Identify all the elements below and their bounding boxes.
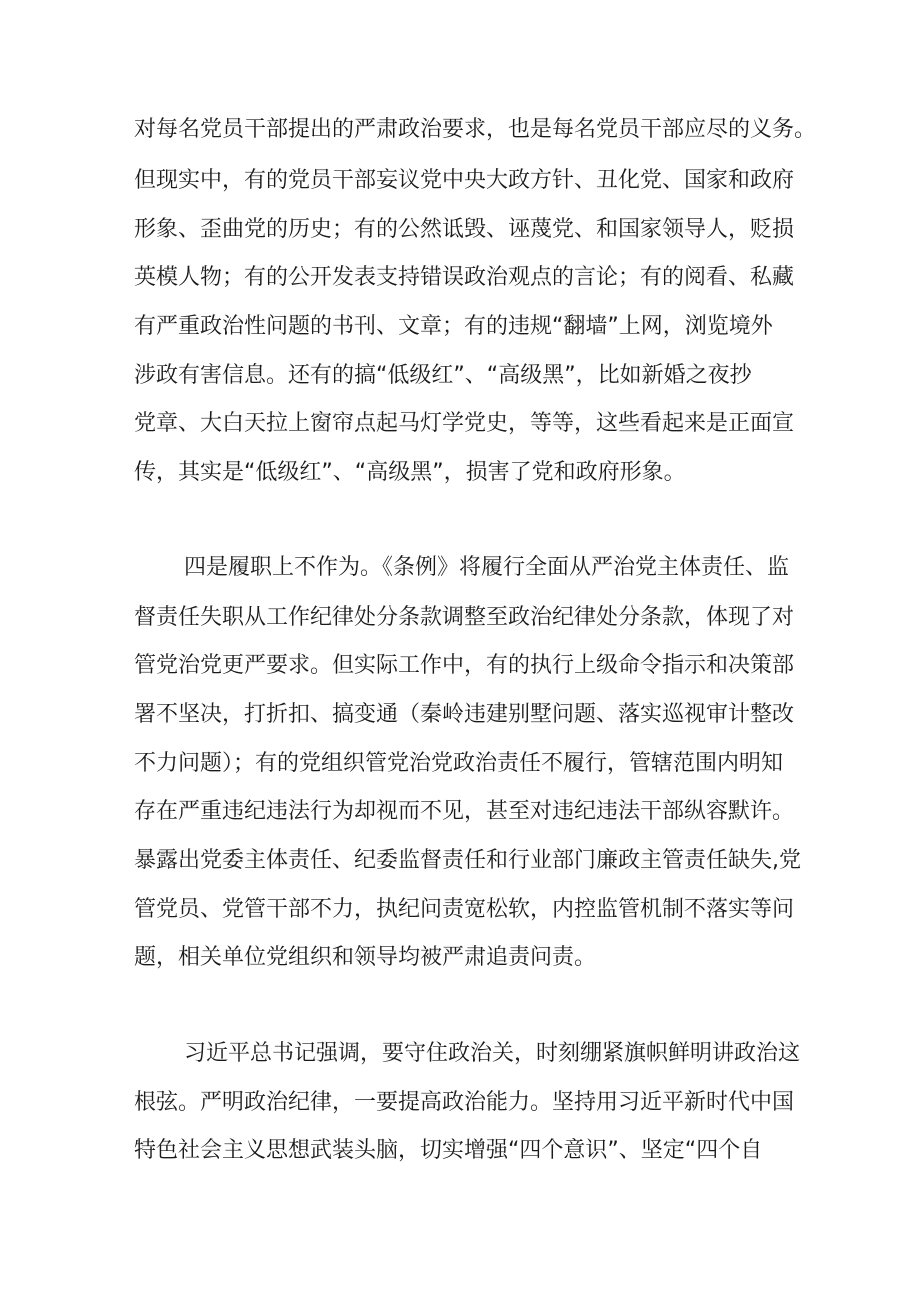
paragraph-2-line: 不力问题）；有的党组织管党治党政治责任不履行，管辖范围内明知: [134, 751, 784, 776]
paragraph-1-line: 但现实中，有的党员干部妄议党中央大政方针、丑化党、国家和政府: [134, 168, 795, 193]
paragraph-2-line: 存在严重违纪违法行为却视而不见，甚至对违纪违法干部纵容默许。: [134, 799, 795, 824]
paragraph-1-line: 涉政有害信息。还有的搞“低级红”、“高级黑”，比如新婚之夜抄: [134, 363, 752, 388]
paragraph-3-line: 特色社会主义思想武装头脑，切实增强“四个意识”、坚定“四个自: [134, 1138, 763, 1163]
paragraph-2-line: 四是履职上不作为。《条例》将履行全面从严治党主体责任、监: [184, 555, 790, 580]
paragraph-2-line: 管党治党更严要求。但实际工作中，有的执行上级命令指示和决策部: [134, 653, 795, 678]
paragraph-1-line: 形象、歪曲党的历史；有的公然诋毁、诬蔑党、和国家领导人，贬损: [134, 217, 795, 242]
paragraph-2-line: 署不坚决，打折扣、搞变通（秦岭违建别墅问题、落实巡视审计整改: [134, 702, 795, 727]
paragraph-3-line: 习近平总书记强调，要守住政治关，时刻绷紧旗帜鲜明讲政治这: [184, 1041, 801, 1066]
paragraph-1-line: 英模人物；有的公开发表支持错误政治观点的言论；有的阅看、私藏: [134, 265, 795, 290]
paragraph-2-line: 暴露出党委主体责任、纪委监督责任和行业部门廉政主管责任缺失,党: [134, 848, 801, 873]
paragraph-1-line: 传，其实是“低级红”、“高级黑”，损害了党和政府形象。: [134, 460, 686, 485]
paragraph-2-line: 题，相关单位党组织和领导均被严肃追责问责。: [134, 945, 597, 970]
paragraph-1-line: 党章、大白天拉上窗帘点起马灯学党史，等等，这些看起来是正面宣: [134, 411, 795, 436]
paragraph-3-line: 根弦。严明政治纪律，一要提高政治能力。坚持用习近平新时代中国: [134, 1090, 795, 1115]
paragraph-1-line: 有严重政治性问题的书刊、文章；有的违规“翻墙”上网，浏览境外: [134, 314, 773, 339]
paragraph-2-line: 管党员、党管干部不力，执纪问责宽松软，内控监管机制不落实等问: [134, 897, 795, 922]
paragraph-1-line: 对每名党员干部提出的严肃政治要求，也是每名党员干部应尽的义务。: [134, 117, 817, 142]
paragraph-2-line: 督责任失职从工作纪律处分条款调整至政治纪律处分条款，体现了对: [134, 605, 795, 630]
